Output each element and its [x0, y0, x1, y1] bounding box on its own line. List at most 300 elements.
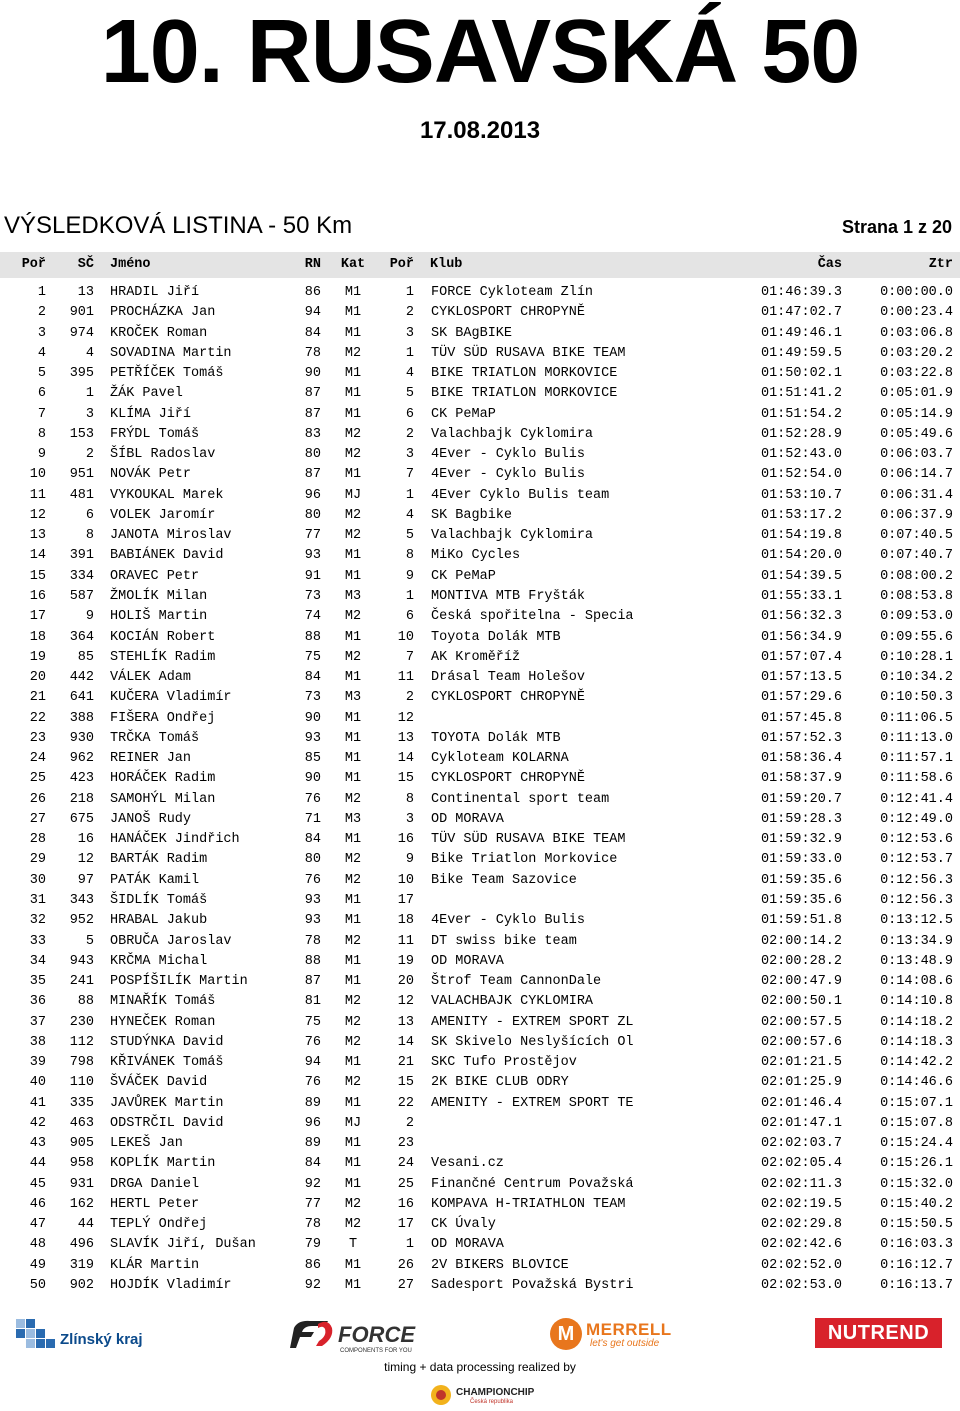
category: M1 [344, 974, 362, 990]
championchip-wordmark: CHAMPIONCHIP [456, 1387, 535, 1398]
racer-name: VÁLEK Adam [110, 670, 192, 686]
time-gap: 0:14:08.6 [880, 974, 953, 990]
table-row [0, 1053, 960, 1073]
finish-time: 01:52:28.9 [760, 426, 842, 442]
birth-year: 84 [304, 1156, 321, 1172]
table-row [0, 1073, 960, 1093]
start-number: 463 [69, 1115, 94, 1131]
table-row [0, 364, 960, 384]
racer-name: KUČERA Vladimír [110, 690, 232, 706]
start-number: 44 [77, 1217, 94, 1233]
start-number: 162 [69, 1196, 94, 1212]
table-row [0, 992, 960, 1012]
category-position: 23 [397, 1136, 414, 1152]
result-position: 8 [37, 426, 46, 442]
category-position: 1 [405, 487, 414, 503]
time-gap: 0:15:07.8 [880, 1115, 953, 1131]
racer-name: HERTL Peter [110, 1196, 200, 1212]
result-position: 13 [29, 528, 46, 544]
category: T [348, 1237, 358, 1253]
start-number: 97 [77, 872, 94, 888]
start-number: 319 [69, 1257, 94, 1273]
category-position: 1 [405, 345, 414, 361]
start-number: 930 [69, 730, 94, 746]
racer-name: KROČEK Roman [110, 325, 208, 341]
finish-time: 01:51:41.2 [760, 386, 842, 402]
time-gap: 0:11:58.6 [880, 771, 953, 787]
table-row [0, 526, 960, 546]
col-header-sc: SČ [77, 257, 94, 272]
club-name: CK PeMaP [431, 568, 496, 584]
result-position: 17 [29, 609, 46, 625]
time-gap: 0:15:26.1 [880, 1156, 953, 1172]
category: M1 [344, 325, 362, 341]
time-gap: 0:03:22.8 [880, 366, 953, 382]
finish-time: 01:57:45.8 [760, 710, 842, 726]
category: M2 [344, 933, 362, 949]
time-gap: 0:11:06.5 [880, 710, 953, 726]
start-number: 335 [69, 1095, 94, 1111]
time-gap: 0:00:23.4 [880, 305, 953, 321]
table-row [0, 445, 960, 465]
table-row [0, 283, 960, 303]
category: M1 [344, 406, 362, 422]
time-gap: 0:06:37.9 [880, 507, 953, 523]
club-name: Bike Triatlon Morkovice [431, 852, 618, 868]
category: M2 [344, 1196, 362, 1212]
time-gap: 0:09:55.6 [880, 629, 953, 645]
birth-year: 80 [304, 507, 321, 523]
category: M1 [344, 730, 362, 746]
category: M1 [344, 568, 362, 584]
category: M2 [344, 1075, 362, 1091]
table-row [0, 1094, 960, 1114]
time-gap: 0:06:03.7 [880, 447, 953, 463]
birth-year: 78 [304, 1217, 321, 1233]
result-position: 31 [29, 892, 46, 908]
start-number: 641 [69, 690, 94, 706]
birth-year: 93 [304, 892, 321, 908]
category-position: 20 [397, 974, 414, 990]
racer-name: JANOŠ Rudy [110, 811, 192, 827]
birth-year: 78 [304, 933, 321, 949]
start-number: 395 [69, 366, 94, 382]
table-row [0, 648, 960, 668]
club-name: 4Ever - Cyklo Bulis [431, 447, 585, 463]
start-number: 13 [77, 285, 94, 300]
start-number: 334 [69, 568, 94, 584]
club-name: 4Ever - Cyklo Bulis [431, 467, 585, 483]
time-gap: 0:00:00.0 [880, 285, 953, 300]
time-gap: 0:03:06.8 [880, 325, 953, 341]
racer-name: PROCHÁZKA Jan [110, 305, 216, 321]
force-tagline: COMPONENTS FOR YOU [340, 1348, 412, 1354]
start-number: 905 [69, 1136, 94, 1152]
racer-name: HOLIŠ Martin [110, 609, 208, 625]
table-row [0, 1154, 960, 1174]
time-gap: 0:14:42.2 [880, 1055, 953, 1071]
time-gap: 0:10:28.1 [880, 649, 953, 665]
club-name: CK Úvaly [431, 1217, 496, 1233]
table-row [0, 628, 960, 648]
table-row [0, 384, 960, 404]
category: M1 [344, 1095, 362, 1111]
club-name: AK Kroměříž [431, 649, 521, 665]
result-position: 49 [29, 1257, 46, 1273]
time-gap: 0:12:41.4 [880, 791, 953, 807]
table-row [0, 952, 960, 972]
start-number: 962 [69, 751, 94, 767]
finish-time: 01:54:39.5 [760, 568, 842, 584]
result-position: 25 [29, 771, 46, 787]
birth-year: 92 [304, 1278, 321, 1294]
category-position: 14 [397, 1034, 414, 1050]
category-position: 10 [397, 629, 414, 645]
birth-year: 79 [304, 1237, 321, 1253]
category-position: 13 [397, 1014, 414, 1030]
category-position: 2 [405, 305, 414, 321]
category: M1 [344, 629, 362, 645]
start-number: 218 [69, 791, 94, 807]
racer-name: ŠÍBL Radoslav [110, 447, 216, 463]
finish-time: 02:01:25.9 [760, 1075, 842, 1091]
category: M1 [344, 913, 362, 929]
category: M3 [344, 588, 362, 604]
category-position: 11 [397, 670, 414, 686]
result-position: 30 [29, 872, 46, 888]
start-number: 343 [69, 892, 94, 908]
finish-time: 01:52:54.0 [760, 467, 842, 483]
table-row [0, 1195, 960, 1215]
start-number: 388 [69, 710, 94, 726]
result-position: 14 [29, 548, 46, 564]
result-position: 27 [29, 811, 46, 827]
club-name: SKC Tufo Prostějov [431, 1055, 577, 1071]
time-gap: 0:14:46.6 [880, 1075, 953, 1091]
category: M2 [344, 872, 362, 888]
result-position: 26 [29, 791, 46, 807]
result-position: 45 [29, 1176, 46, 1192]
finish-time: 02:00:50.1 [760, 994, 842, 1010]
racer-name: SLAVÍK Jiří, Dušan [110, 1237, 256, 1253]
finish-time: 02:00:28.2 [760, 953, 842, 969]
table-row [0, 891, 960, 911]
result-position: 5 [37, 366, 46, 382]
result-position: 2 [37, 305, 46, 321]
racer-name: FIŠERA Ondřej [110, 710, 216, 726]
table-row [0, 587, 960, 607]
category: M2 [344, 1217, 362, 1233]
birth-year: 84 [304, 670, 321, 686]
birth-year: 80 [304, 852, 321, 868]
category: M1 [344, 670, 362, 686]
finish-time: 02:01:47.1 [760, 1115, 842, 1131]
category: M1 [344, 953, 362, 969]
start-number: 153 [69, 426, 94, 442]
result-position: 6 [37, 386, 46, 402]
category-position: 2 [405, 1115, 414, 1131]
time-gap: 0:10:50.3 [880, 690, 953, 706]
start-number: 496 [69, 1237, 94, 1253]
racer-name: HANÁČEK Jindřich [110, 832, 240, 848]
page-indicator: Strana 1 z 20 [841, 217, 952, 237]
racer-name: SAMOHÝL Milan [110, 791, 216, 807]
category-position: 17 [397, 892, 414, 908]
birth-year: 89 [304, 1136, 321, 1152]
start-number: 481 [69, 487, 94, 503]
category-position: 11 [397, 933, 414, 949]
finish-time: 02:00:57.6 [760, 1034, 842, 1050]
col-header-por-kat: Poř [389, 257, 414, 272]
club-name: TÜV SÜD RUSAVA BIKE TEAM [431, 832, 626, 848]
start-number: 110 [69, 1075, 94, 1091]
category: M2 [344, 791, 362, 807]
finish-time: 01:59:20.7 [760, 791, 842, 807]
time-gap: 0:12:53.7 [880, 852, 953, 868]
start-number: 85 [77, 649, 94, 665]
result-position: 24 [29, 751, 46, 767]
time-gap: 0:03:20.2 [880, 345, 953, 361]
time-gap: 0:10:34.2 [880, 670, 953, 686]
racer-name: VYKOUKAL Marek [110, 487, 224, 503]
time-gap: 0:11:13.0 [880, 730, 953, 746]
racer-name: STUDÝNKA David [110, 1034, 224, 1050]
racer-name: TEPLÝ Ondřej [110, 1217, 208, 1233]
category: M2 [344, 852, 362, 868]
force-wordmark: FORCE [338, 1322, 415, 1347]
start-number: 442 [69, 670, 94, 686]
table-row [0, 303, 960, 323]
result-position: 43 [29, 1136, 46, 1152]
finish-time: 02:01:46.4 [760, 1095, 842, 1111]
start-number: 5 [85, 933, 94, 949]
table-row [0, 688, 960, 708]
table-row [0, 972, 960, 992]
table-row [0, 546, 960, 566]
table-header [0, 252, 960, 278]
racer-name: HRABAL Jakub [110, 913, 208, 929]
category-position: 16 [397, 1196, 414, 1212]
category-position: 12 [397, 710, 414, 726]
table-row [0, 790, 960, 810]
racer-name: STEHLÍK Radim [110, 649, 216, 665]
category: M1 [344, 710, 362, 726]
result-position: 11 [29, 487, 46, 503]
finish-time: 01:57:29.6 [760, 690, 842, 706]
racer-name: ŽÁK Pavel [110, 386, 183, 402]
club-name: CYKLOSPORT CHROPYNĚ [431, 305, 585, 321]
racer-name: ŽMOLÍK Milan [110, 588, 208, 604]
start-number: 12 [77, 852, 94, 868]
club-name: DT swiss bike team [431, 933, 577, 949]
category-position: 26 [397, 1257, 414, 1273]
table-row [0, 830, 960, 850]
racer-name: DRGA Daniel [110, 1176, 200, 1192]
racer-name: KRČMA Michal [110, 953, 208, 969]
finish-time: 01:47:02.7 [760, 305, 842, 321]
finish-time: 02:02:52.0 [760, 1257, 842, 1273]
time-gap: 0:13:34.9 [880, 933, 953, 949]
category-position: 5 [405, 528, 414, 544]
category-position: 8 [405, 548, 414, 564]
result-position: 23 [29, 730, 46, 746]
table-row [0, 1256, 960, 1276]
club-name: 2K BIKE CLUB ODRY [431, 1075, 569, 1091]
time-gap: 0:16:03.3 [880, 1237, 953, 1253]
club-name: 2V BIKERS BLOVICE [431, 1257, 569, 1273]
category: M2 [344, 1034, 362, 1050]
racer-name: BABIÁNEK David [110, 548, 224, 564]
time-gap: 0:08:53.8 [880, 588, 953, 604]
category-position: 7 [405, 649, 414, 665]
category-position: 12 [397, 994, 414, 1010]
birth-year: 86 [304, 1257, 321, 1273]
finish-time: 02:02:53.0 [760, 1278, 842, 1294]
finish-time: 01:56:34.9 [760, 629, 842, 645]
club-name: KOMPAVA H-TRIATHLON TEAM [431, 1196, 626, 1212]
category: M1 [344, 467, 362, 483]
birth-year: 73 [304, 690, 321, 706]
category-position: 2 [405, 690, 414, 706]
finish-time: 02:01:21.5 [760, 1055, 842, 1071]
club-name: SK Skivelo Neslyšících Ol [431, 1034, 634, 1050]
club-name: FORCE Cykloteam Zlín [431, 285, 594, 300]
finish-time: 01:58:37.9 [760, 771, 842, 787]
time-gap: 0:14:18.2 [880, 1014, 953, 1030]
finish-time: 02:02:11.3 [760, 1176, 842, 1192]
result-position: 42 [29, 1115, 46, 1131]
finish-time: 01:49:46.1 [760, 325, 842, 341]
result-position: 10 [29, 467, 46, 483]
birth-year: 90 [304, 710, 321, 726]
club-name: Toyota Dolák MTB [431, 629, 561, 645]
category-position: 5 [405, 386, 414, 402]
racer-name: MINAŘÍK Tomáš [110, 994, 216, 1010]
club-name: OD MORAVA [431, 1237, 504, 1253]
category-position: 6 [405, 406, 414, 422]
club-name: Valachbajk Cyklomira [431, 426, 594, 442]
start-number: 16 [77, 832, 94, 848]
championchip-logo [430, 1384, 540, 1408]
club-name: SK BAgBIKE [431, 325, 513, 341]
category: M1 [344, 386, 362, 402]
birth-year: 81 [304, 994, 321, 1010]
racer-name: HYNEČEK Roman [110, 1014, 216, 1030]
start-number: 3 [85, 406, 94, 422]
time-gap: 0:07:40.5 [880, 528, 953, 544]
category-position: 1 [405, 588, 414, 604]
table-row [0, 810, 960, 830]
finish-time: 02:02:05.4 [760, 1156, 842, 1172]
category-position: 3 [405, 811, 414, 827]
birth-year: 91 [304, 568, 321, 584]
result-position: 15 [29, 568, 46, 584]
result-position: 29 [29, 852, 46, 868]
birth-year: 89 [304, 1095, 321, 1111]
club-name: 4Ever Cyklo Bulis team [431, 487, 610, 503]
time-gap: 0:13:48.9 [880, 953, 953, 969]
racer-name: KŘIVÁNEK Tomáš [110, 1055, 224, 1071]
club-name: OD MORAVA [431, 811, 504, 827]
table-row [0, 729, 960, 749]
club-name: Sadesport Považská Bystri [431, 1278, 634, 1294]
result-position: 48 [29, 1237, 46, 1253]
result-position: 7 [37, 406, 46, 422]
start-number: 943 [69, 953, 94, 969]
racer-name: JAVŮREK Martin [110, 1095, 224, 1111]
col-header-rn: RN [304, 257, 321, 272]
result-position: 28 [29, 832, 46, 848]
finish-time: 01:54:19.8 [760, 528, 842, 544]
time-gap: 0:15:50.5 [880, 1217, 953, 1233]
start-number: 391 [69, 548, 94, 564]
result-position: 19 [29, 649, 46, 665]
finish-time: 01:54:20.0 [760, 548, 842, 564]
merrell-m-icon: M [550, 1318, 582, 1350]
table-row [0, 1235, 960, 1255]
category-position: 3 [405, 447, 414, 463]
racer-name: KLÁR Martin [110, 1257, 200, 1273]
club-name: BIKE TRIATLON MORKOVICE [431, 386, 618, 402]
table-row [0, 911, 960, 931]
birth-year: 90 [304, 771, 321, 787]
category: M2 [344, 994, 362, 1010]
time-gap: 0:12:56.3 [880, 892, 953, 908]
result-position: 21 [29, 690, 46, 706]
category: M1 [344, 892, 362, 908]
category-position: 8 [405, 791, 414, 807]
table-row [0, 1215, 960, 1235]
category: M1 [344, 1156, 362, 1172]
birth-year: 83 [304, 426, 321, 442]
time-gap: 0:12:56.3 [880, 872, 953, 888]
birth-year: 80 [304, 447, 321, 463]
club-name: MONTIVA MTB Fryšták [431, 588, 585, 604]
racer-name: NOVÁK Petr [110, 467, 192, 483]
table-row [0, 486, 960, 506]
racer-name: ODSTRČIL David [110, 1115, 224, 1131]
category-position: 17 [397, 1217, 414, 1233]
finish-time: 01:59:33.0 [760, 852, 842, 868]
time-gap: 0:14:18.3 [880, 1034, 953, 1050]
time-gap: 0:08:00.2 [880, 568, 953, 584]
results-subtitle: VÝSLEDKOVÁ LISTINA - 50 Km [4, 212, 353, 239]
category-position: 24 [397, 1156, 414, 1172]
club-name: Štrof Team CannonDale [431, 974, 602, 990]
finish-time: 01:51:54.2 [760, 406, 842, 422]
category: M2 [344, 1014, 362, 1030]
racer-name: KOPLÍK Martin [110, 1156, 216, 1172]
col-header-por: Poř [21, 257, 46, 272]
result-position: 22 [29, 710, 46, 726]
club-name: TOYOTA Dolák MTB [431, 730, 561, 746]
col-header-kat: Kat [340, 257, 366, 272]
merrell-logo [550, 1314, 675, 1356]
finish-time: 01:57:52.3 [760, 730, 842, 746]
col-header-klub: Klub [430, 257, 463, 272]
result-position: 32 [29, 913, 46, 929]
finish-time: 01:59:35.6 [760, 892, 842, 908]
club-name: CYKLOSPORT CHROPYNĚ [431, 690, 585, 706]
finish-time: 01:50:02.1 [760, 366, 842, 382]
result-position: 16 [29, 588, 46, 604]
start-number: 974 [69, 325, 94, 341]
category-position: 14 [397, 751, 414, 767]
table-row [0, 749, 960, 769]
racer-name: ŠVÁČEK David [110, 1075, 208, 1091]
category: M3 [344, 690, 362, 706]
time-gap: 0:15:24.4 [880, 1136, 953, 1152]
